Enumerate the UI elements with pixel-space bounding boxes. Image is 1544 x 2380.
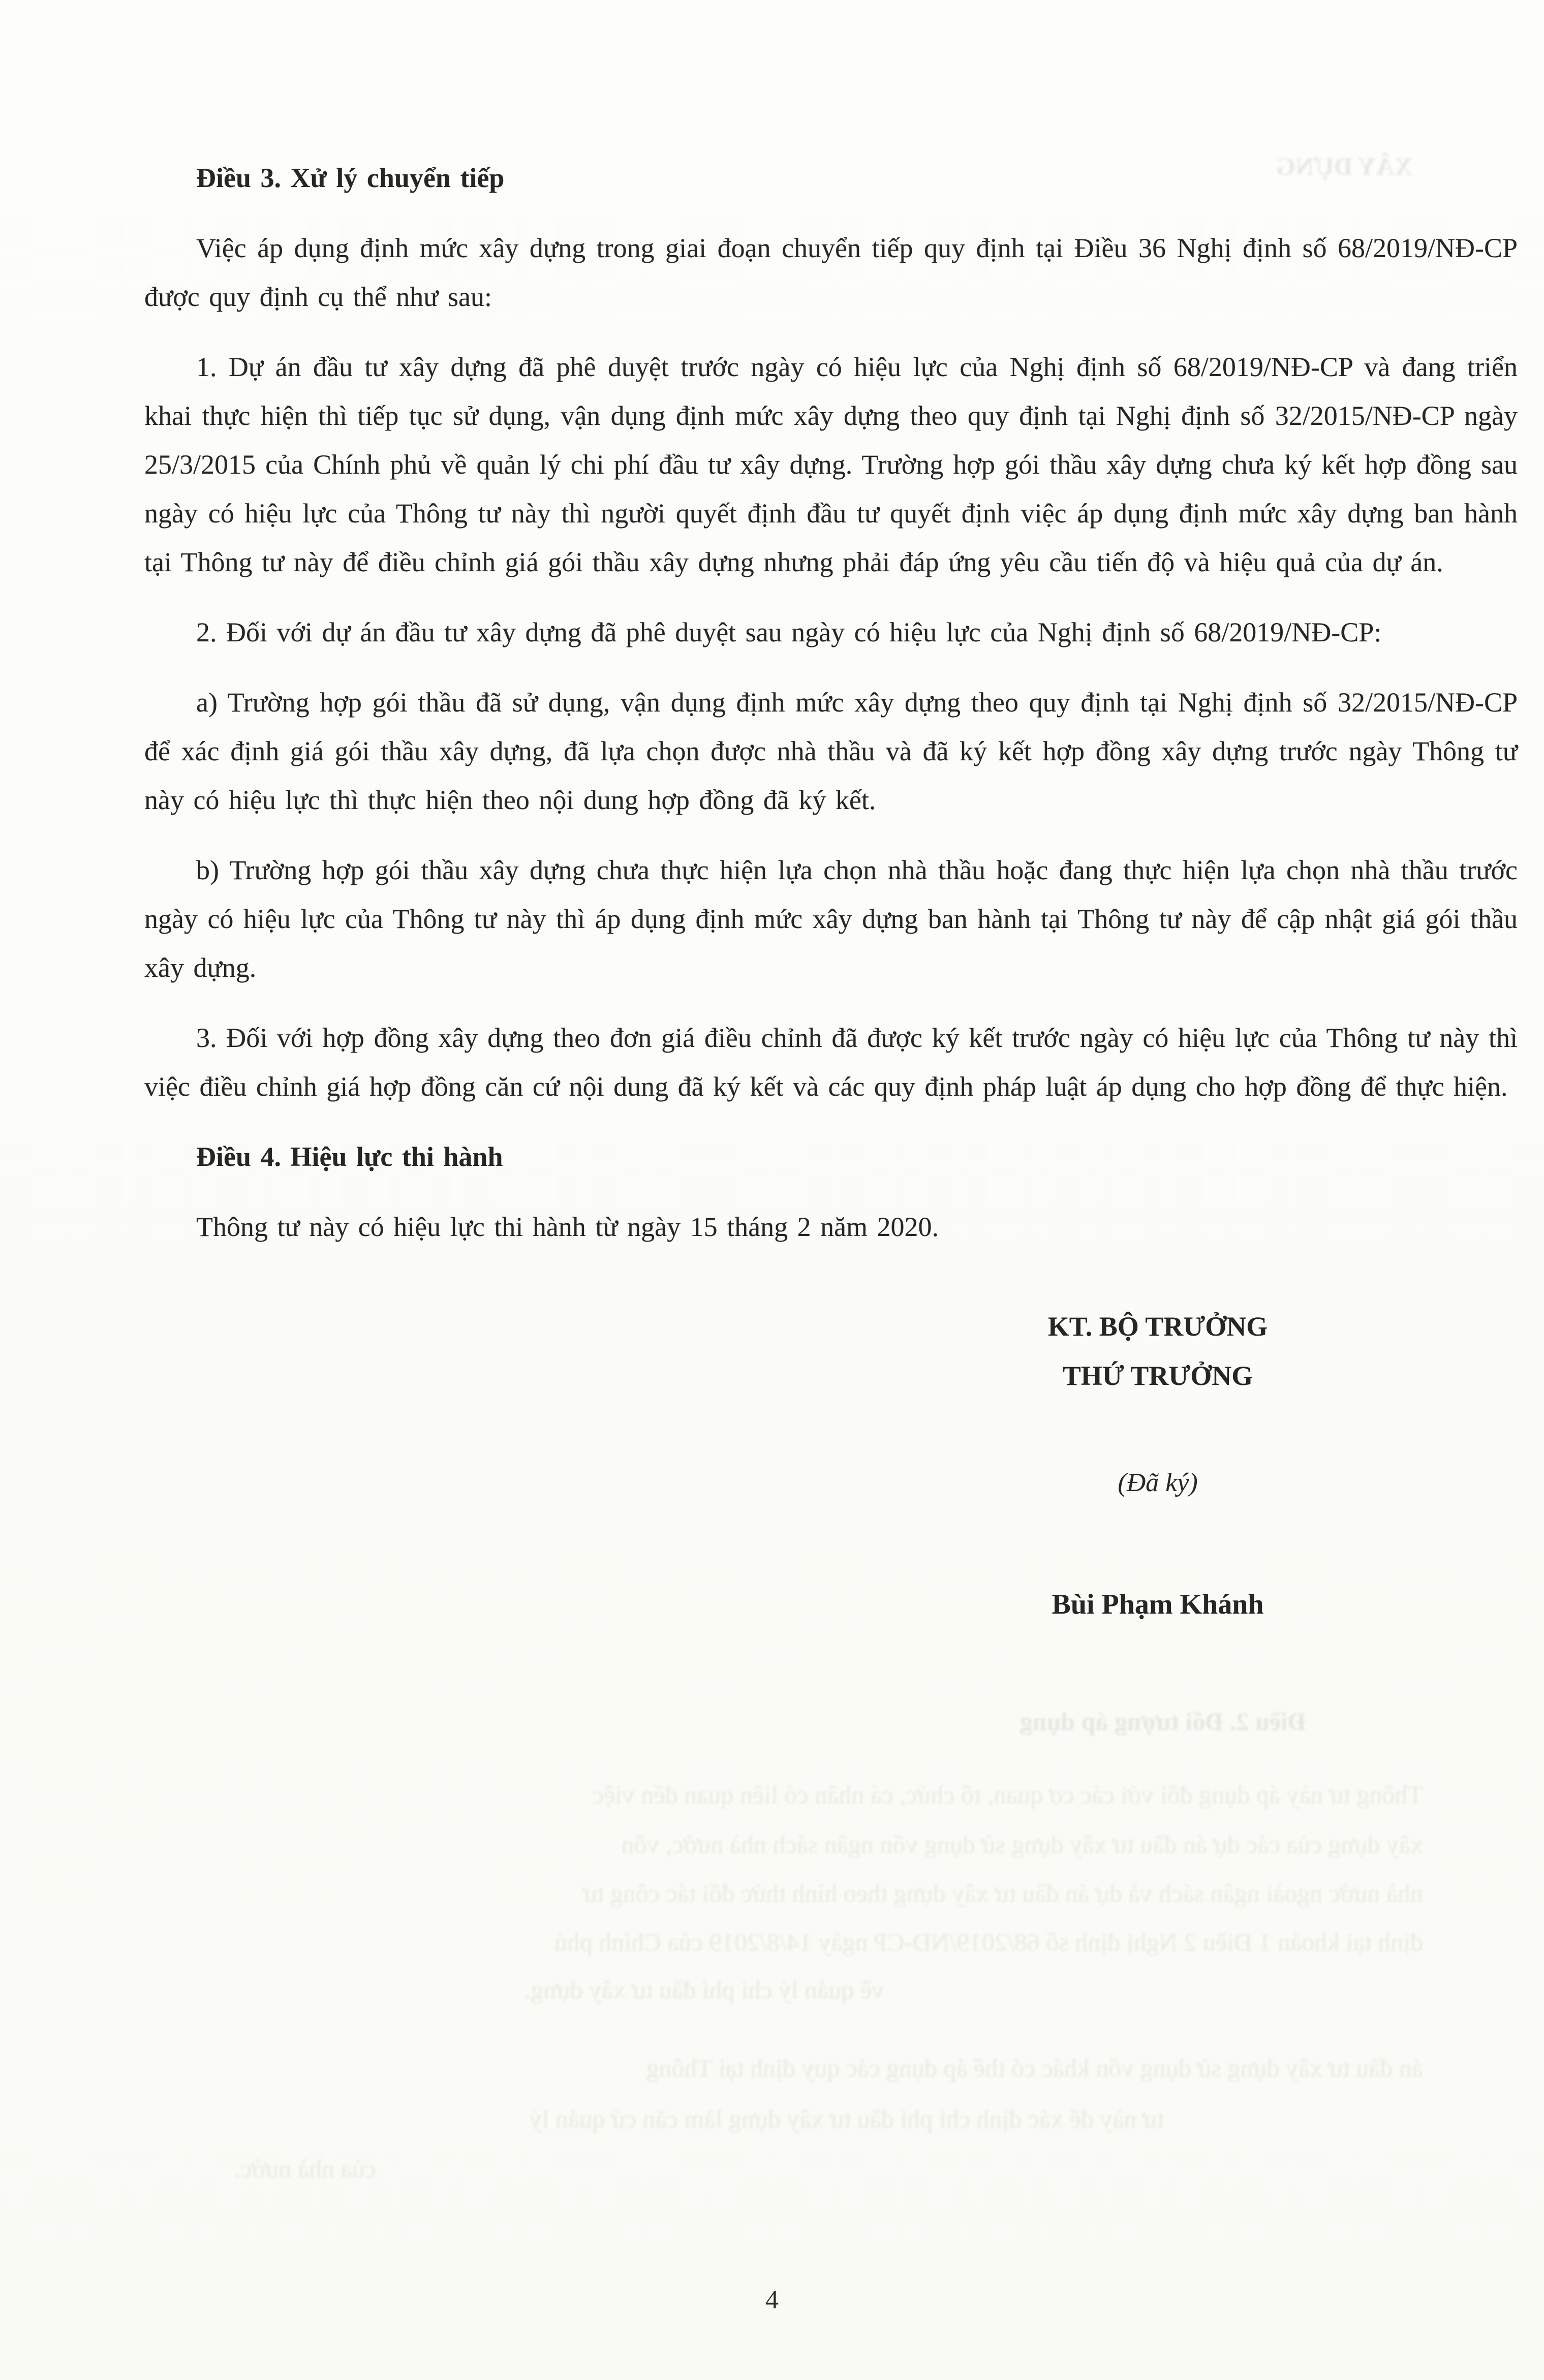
bleedthrough-text: Điều 2. Đối tượng áp dụng (1020, 1707, 1306, 1736)
article-3-clause-1: 1. Dự án đầu tư xây dựng đã phê duyệt trước ngày có hiệu lực của Nghị định số 68/2019/NĐ-CP và đang triển khai thực hiện thì tiếp tục sử dụng, vận dụng định mức xây dựng theo quy định tại Nghị định số 32/2015/NĐ-CP ngày 25/3/2015 của Chính phủ về quản lý chi phí đầu tư xây dựng. Trường hợp gói thầu xây dựng chưa ký kết hợp đồng sau ngày có hiệu lực của Thông tư này thì người quyết định đầu tư quyết định việc áp dụng định mức xây dựng ban hành tại Thông tư này để điều chỉnh giá gói thầu xây dựng nhưng phải đáp ứng yêu cầu tiến độ và hiệu quả của dự án. (144, 352, 1518, 577)
signature-authority-line-2: THỨ TRƯỞNG (1062, 1361, 1253, 1391)
bleedthrough-text: định tại khoản 1 Điều 2 Nghị định số 68/2019/NĐ-CP ngày 14/8/2019 của Chính phủ (554, 1928, 1423, 1956)
article-3-clause-2: 2. Đối với dự án đầu tư xây dựng đã phê duyệt sau ngày có hiệu lực của Nghị định số 68/2019/NĐ-CP: (196, 617, 1382, 647)
signer-name: Bùi Phạm Khánh (1052, 1589, 1264, 1620)
bleedthrough-text: về quản lý chi phí đầu tư xây dựng. (524, 1975, 884, 2004)
bleedthrough-text: XÂY DỰNG (1276, 152, 1413, 180)
bleedthrough-text: xây dựng của các dự án đầu tư xây dựng sử dụng vốn ngân sách nhà nước, vốn (621, 1830, 1423, 1859)
bleedthrough-text: của nhà nước. (234, 2154, 376, 2183)
article-4-paragraph: Thông tư này có hiệu lực thi hành từ ngày 15 tháng 2 năm 2020. (196, 1212, 939, 1242)
signature-authority-line-1: KT. BỘ TRƯỞNG (1047, 1311, 1268, 1342)
bleedthrough-text: án đầu tư xây dựng sử dụng vốn khác có thể áp dụng các quy định tại Thông (646, 2054, 1423, 2082)
bleedthrough-text: Thông tư này áp dụng đối với các cơ quan, tổ chức, cá nhân có liên quan đến việc (592, 1780, 1423, 1809)
signature-block (904, 1302, 1412, 1621)
article-3-clause-3: 3. Đối với hợp đồng xây dựng theo đơn giá điều chỉnh đã được ký kết trước ngày có hiệu lực của Thông tư này thì việc điều chỉnh giá hợp đồng căn cứ nội dung đã ký kết và các quy định pháp luật áp dụng cho hợp đồng để thực hiện. (144, 1023, 1518, 1102)
article-3-clause-2b: b) Trường hợp gói thầu xây dựng chưa thực hiện lựa chọn nhà thầu hoặc đang thực hiện lựa chọn nhà thầu trước ngày có hiệu lực của Thông tư này thì áp dụng định mức xây dựng ban hành tại Thông tư này để cập nhật giá gói thầu xây dựng. (144, 855, 1518, 983)
article-3-intro-paragraph: Việc áp dụng định mức xây dựng trong giai đoạn chuyển tiếp quy định tại Điều 36 Nghị định số 68/2019/NĐ-CP được quy định cụ thể như sau: (144, 233, 1518, 312)
article-3-clause-2a: a) Trường hợp gói thầu đã sử dụng, vận dụng định mức xây dựng theo quy định tại Nghị định số 32/2015/NĐ-CP để xác định giá gói thầu xây dựng, đã lựa chọn được nhà thầu và đã ký kết hợp đồng xây dựng trước ngày Thông tư này có hiệu lực thì thực hiện theo nội dung hợp đồng đã ký kết. (144, 687, 1518, 815)
page-number: 4 (765, 2285, 779, 2314)
bleedthrough-text: tư này để xác định chi phí đầu tư xây dựng làm căn cứ quản lý (529, 2105, 1164, 2133)
article-4-heading: Điều 4. Hiệu lực thi hành (196, 1141, 503, 1172)
signed-note: (Đã ký) (1118, 1468, 1198, 1497)
bleedthrough-text: nhà nước ngoài ngân sách và dự án đầu tư xây dựng theo hình thức đối tác công tư (583, 1879, 1423, 1907)
article-3-heading: Điều 3. Xử lý chuyển tiếp (196, 163, 505, 193)
